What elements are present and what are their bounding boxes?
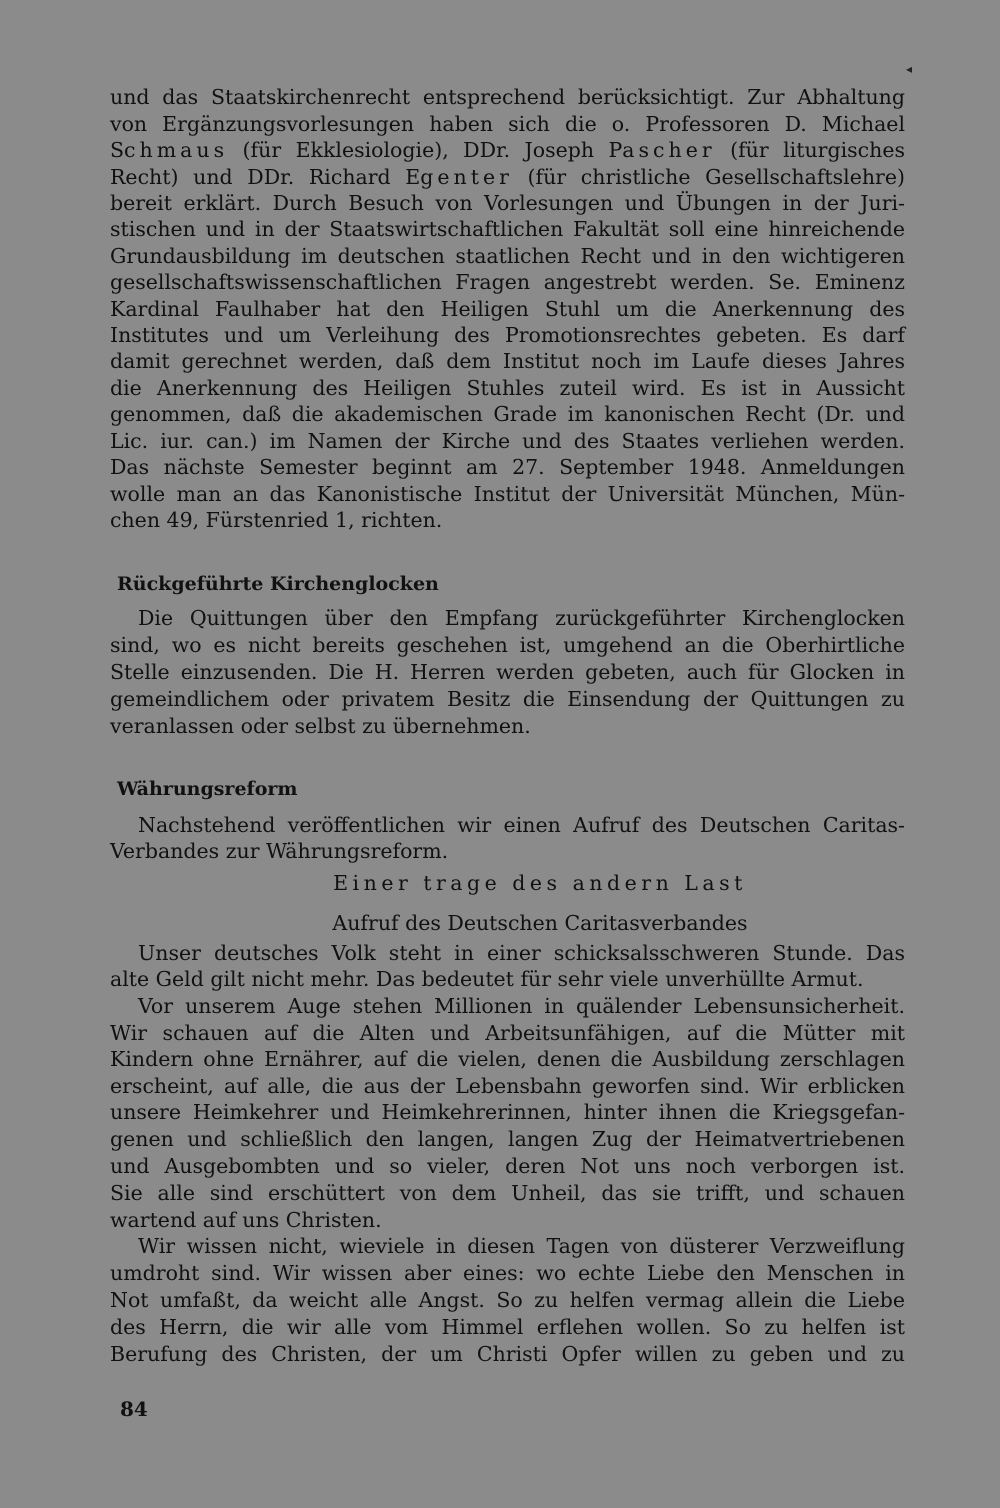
- text-line: erscheint, auf alle, die aus der Lebensbahn geworfen sind. Wir erblicken: [110, 1074, 905, 1098]
- text-line: damit gerechnet werden, daß dem Institut noch im Laufe dieses Jahres: [110, 349, 905, 373]
- text-line: und das Staatskirchenrecht entsprechend berücksichtigt. Zur Abhaltung: [110, 85, 905, 109]
- text-line: Unser deutsches Volk steht in einer schicksalsschweren Stunde. Das: [138, 941, 905, 965]
- section-heading: Rückgeführte Kirchenglocken: [117, 573, 439, 595]
- text-line: Stelle einzusenden. Die H. Herren werden gebeten, auch für Glocken in: [110, 660, 905, 684]
- text-line: Vor unserem Auge stehen Millionen in quälender Lebensunsicherheit.: [138, 994, 905, 1018]
- text-line: chen 49, Fürstenried 1, richten.: [110, 508, 443, 532]
- text-line: Wir schauen auf die Alten und Arbeitsunfähigen, auf die Mütter mit: [110, 1021, 905, 1045]
- text-line: veranlassen oder selbst zu übernehmen.: [110, 714, 531, 738]
- text-line: stischen und in der Staatswirtschaftlichen Fakultät soll eine hinreichende: [110, 217, 905, 241]
- text-line: Nachstehend veröffentlichen wir einen Aufruf des Deutschen Caritas-: [138, 813, 905, 837]
- text-line: Die Quittungen über den Empfang zurückgeführter Kirchenglocken: [138, 606, 905, 630]
- text-line: Recht) und DDr. Richard Egenter (für christliche Gesellschaftslehre): [110, 165, 905, 189]
- appeal-subtitle: Aufruf des Deutschen Caritasverbandes: [332, 911, 748, 935]
- text-line: gemeindlichem oder privatem Besitz die Einsendung der Quittungen zu: [110, 687, 905, 711]
- text-line: Wir wissen nicht, wieviele in diesen Tagen von düsterer Verzweiflung: [138, 1234, 905, 1258]
- text-line: Institutes und um Verleihung des Promotionsrechtes gebeten. Es darf: [110, 323, 905, 347]
- text-line: Berufung des Christen, der um Christi Opfer willen zu geben und zu: [110, 1342, 905, 1366]
- text-line: Kindern ohne Ernährer, auf die vielen, denen die Ausbildung zerschlagen: [110, 1047, 905, 1071]
- text-line: von Ergänzungsvorlesungen haben sich die o. Professoren D. Michael: [110, 112, 905, 136]
- text-line: genommen, daß die akademischen Grade im kanonischen Recht (Dr. und: [110, 402, 905, 426]
- text-line: Schmaus (für Ekklesiologie), DDr. Joseph Pascher (für liturgisches: [110, 138, 906, 162]
- text-line: Lic. iur. can.) im Namen der Kirche und des Staates verliehen werden.: [110, 429, 905, 453]
- appeal-motto: Einer trage des andern Last: [333, 871, 747, 895]
- text-line: Not umfaßt, da weicht alle Angst. So zu helfen vermag allein die Liebe: [110, 1288, 905, 1312]
- text-line: und Ausgebombten und so vieler, deren Not uns noch verborgen ist.: [110, 1154, 905, 1178]
- text-line: des Herrn, die wir alle vom Himmel erflehen wollen. So zu helfen ist: [110, 1315, 905, 1339]
- section-heading: Währungsreform: [117, 778, 298, 800]
- text-line: gesellschaftswissenschaftlichen Fragen angestrebt werden. Se. Eminenz: [110, 270, 905, 294]
- text-line: Sie alle sind erschüttert von dem Unheil, das sie trifft, und schauen: [110, 1181, 905, 1205]
- text-line: genen und schließlich den langen, langen Zug der Heimatvertriebenen: [110, 1127, 905, 1151]
- text-line: Grundausbildung im deutschen staatlichen Recht und in den wichtigeren: [110, 244, 905, 268]
- page-number: 84: [120, 1397, 148, 1421]
- text-line: alte Geld gilt nicht mehr. Das bedeutet für sehr viele unverhüllte Armut.: [110, 967, 864, 991]
- text-line: unsere Heimkehrer und Heimkehrerinnen, hinter ihnen die Kriegsgefan-: [110, 1100, 905, 1124]
- text-line: umdroht sind. Wir wissen aber eines: wo echte Liebe den Menschen in: [110, 1261, 905, 1285]
- text-line: wartend auf uns Christen.: [110, 1208, 382, 1232]
- text-line: sind, wo es nicht bereits geschehen ist, umgehend an die Oberhirtliche: [110, 633, 905, 657]
- text-line: Verbandes zur Währungsreform.: [110, 839, 449, 863]
- text-line: bereit erklärt. Durch Besuch von Vorlesungen und Übungen in der Juri-: [110, 191, 905, 215]
- text-line: die Anerkennung des Heiligen Stuhles zuteil wird. Es ist in Aussicht: [110, 376, 905, 400]
- scan-mark: ◂: [906, 62, 913, 76]
- text-line: Das nächste Semester beginnt am 27. September 1948. Anmeldungen: [110, 455, 905, 479]
- text-line: Kardinal Faulhaber hat den Heiligen Stuhl um die Anerkennung des: [110, 297, 905, 321]
- text-line: wolle man an das Kanonistische Institut der Universität München, Mün-: [110, 482, 905, 506]
